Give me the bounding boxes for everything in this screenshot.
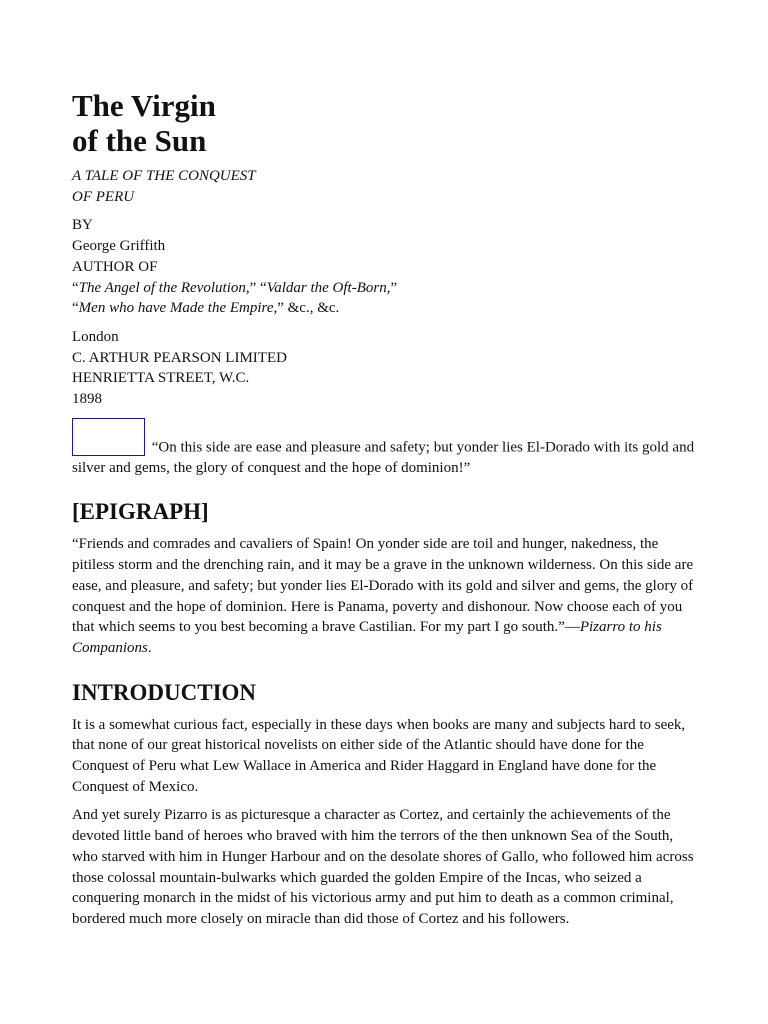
book-subtitle [72,166,696,207]
frontispiece [72,418,696,479]
work-title: The Angel of the Revolution, [78,279,250,296]
work-title: Valdar the Oft-Born, [266,279,391,296]
work-title: Men who have Made the Empire, [78,300,278,317]
imprint-publisher: C. ARTHUR PEARSON LIMITED [72,349,287,366]
author-of-label: AUTHOR OF [72,258,158,275]
imprint-street: HENRIETTA STREET, W.C. [72,370,250,387]
imprint-year: 1898 [72,391,102,408]
frontispiece-image-placeholder[interactable] [72,418,145,456]
other-works-line-1: “The Angel of the Revolution,” “Valdar the Oft-Born,” [72,279,398,296]
book-title [72,88,696,158]
subtitle-line-2: OF PERU [72,188,135,205]
subtitle-line-1: A TALE OF THE CONQUEST [72,168,256,184]
frontispiece-caption: “On this side are ease and pleasure and safety; but yonder lies El-Dorado with its gold and silver and gems, the glory of conquest and the hope of dominion!” [72,439,695,476]
epigraph-heading: [EPIGRAPH] [72,499,209,525]
imprint [72,327,696,410]
epigraph-text: “Friends and comrades and cavaliers of Spain! On yonder side are toil and hunger, nakedness, the pitiless storm and the drenching rain, and it may be a grave in the unknown wilderness. On this side are ease, and pleasure, and safety; but yonder lies El-Dorado with its gold and silver and gems, the glory of conquest and the hope of dominion. Here is Panama, poverty and dishonour. Now choose each of you that which seems to you best becoming a brave Castilian. For my part I go south.”—Pizarro to his Companions. [72,536,694,656]
introduction-paragraph: It is a somewhat curious fact, especially in these days when books are many and subjects hard to seek, that none of our great historical novelists on either side of the Atlantic should have done for the Conquest of Peru what Lew Wallace in America and Rider Haggard in England have done for the Conquest of Mexico. [72,716,686,795]
epigraph-attribution: Pizarro to his Companions [72,619,662,656]
imprint-city: London [72,328,119,345]
other-works-line-2: “Men who have Made the Empire,” &c., &c. [72,300,340,317]
title-line-2: of the Sun [72,123,207,158]
byline [72,215,696,319]
by-label: BY [72,217,93,234]
introduction-paragraph: And yet surely Pizarro is as picturesque a character as Cortez, and certainly the achievements of the devoted little band of heroes who braved with him the terrors of the then unknown Sea of the South, who starved with him in Hunger Harbour and on the desolate shores of Gallo, who followed him across those colossal mountain-bulwarks which guarded the golden Empire of the Incas, who seized a conquering monarch in the midst of his victorious army and put him to death as a common criminal, bordered much more closely on miracle than did those of Cortez and his followers. [72,807,694,927]
introduction-heading: INTRODUCTION [72,679,257,705]
title-line-1: The Virgin [72,88,216,123]
author-name: George Griffith [72,238,166,255]
